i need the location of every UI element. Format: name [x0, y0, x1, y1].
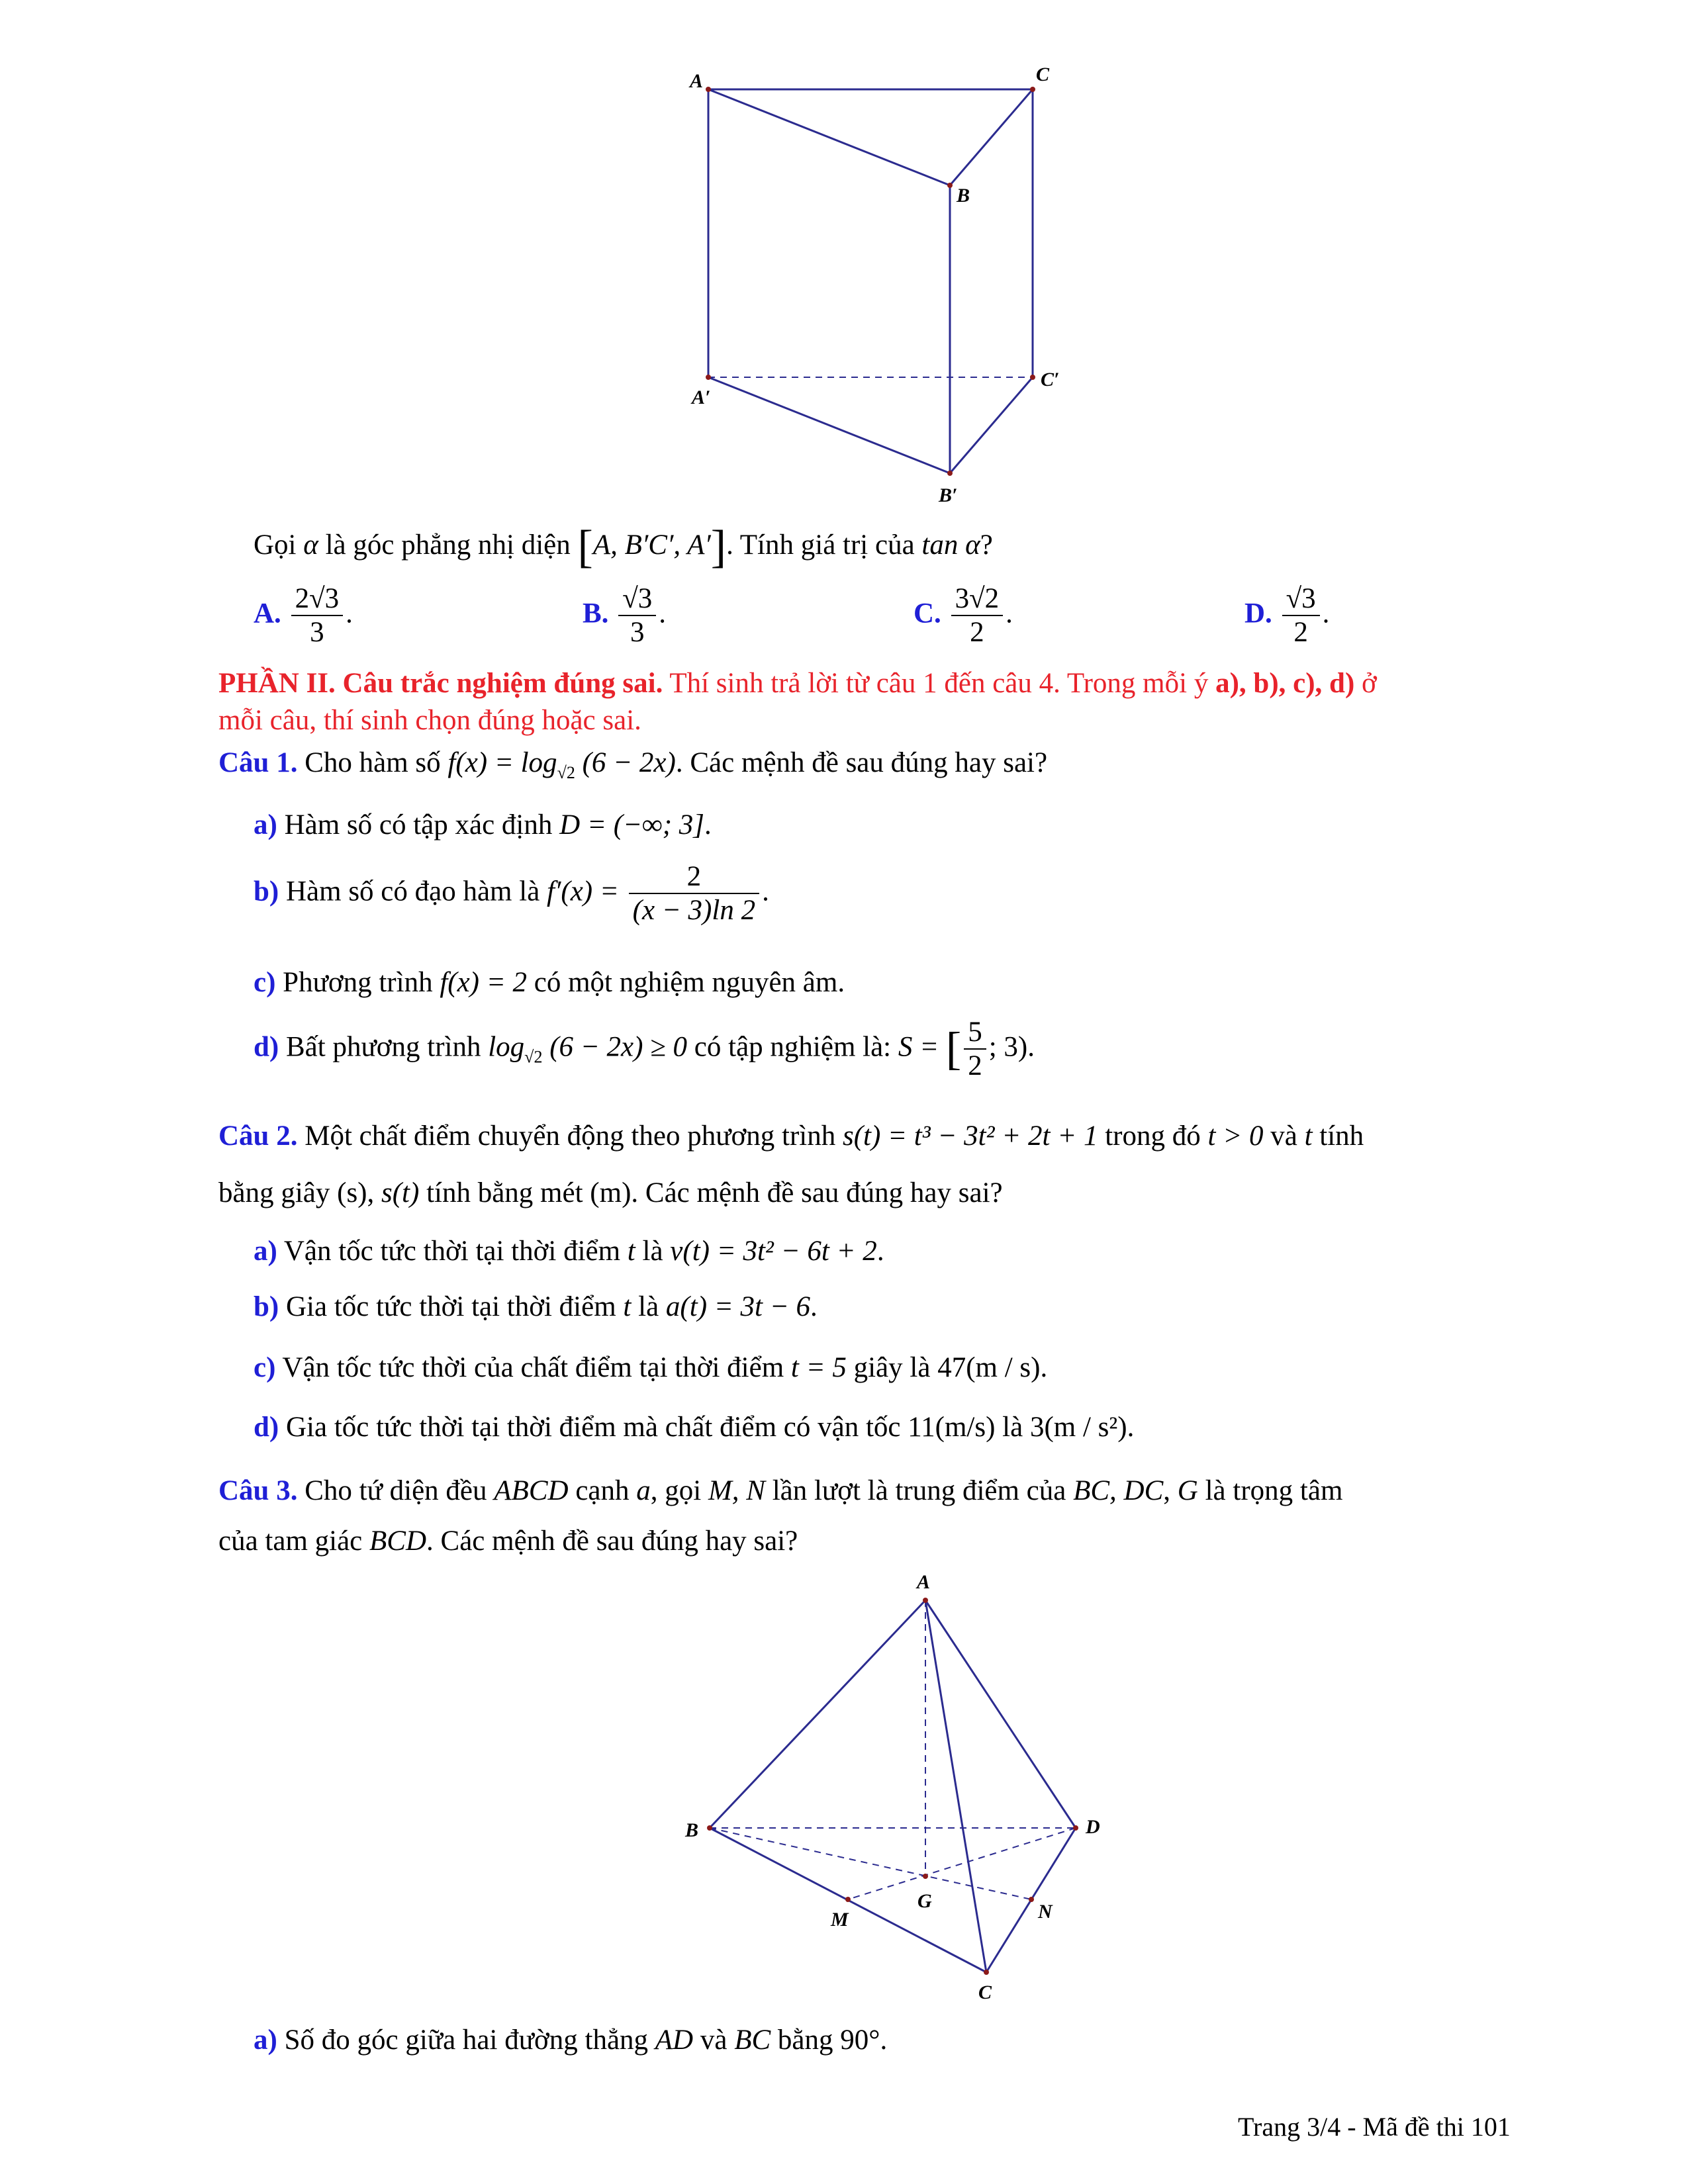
- section2-items: a), b), c), d): [1215, 668, 1355, 699]
- cau2-l1a: Một chất điểm chuyển động theo phương trình: [305, 1120, 836, 1152]
- cau2-line2: [218, 1177, 1003, 1209]
- cau3-l1a: Cho tứ diện đều: [305, 1475, 487, 1506]
- cau3-l2c: . Các mệnh đề sau đúng hay sai?: [426, 1525, 798, 1557]
- cau1-d-log: log: [488, 1031, 525, 1063]
- cau1-base: √2: [557, 763, 575, 782]
- section2-title: PHẦN II. Câu trắc nghiệm đúng sai.: [218, 668, 663, 699]
- cau1-tail: . Các mệnh đề sau đúng hay sai?: [675, 747, 1048, 778]
- stem-end: ?: [980, 529, 993, 561]
- cau2-c: c) Vận tốc tức thời của chất điểm tại thời điểm t = 5 giây là 47(m / s).: [254, 1352, 1048, 1383]
- label-M: M: [831, 1909, 849, 1931]
- cau3-l1b: ABCD: [494, 1475, 569, 1506]
- cau1-a-math: D = (−∞; 3]: [559, 809, 705, 841]
- cau2-b-la: là: [638, 1291, 659, 1322]
- choice-c-num: 3√2: [951, 582, 1004, 616]
- stem-alpha: α: [303, 529, 318, 561]
- cau3-l1c: cạnh: [575, 1475, 630, 1506]
- cau2-c-math: t = 5: [790, 1352, 847, 1383]
- cau2-d-v: 11(m/s): [908, 1412, 996, 1443]
- choice-d[interactable]: D. $\frac{√3}{2}$ .: [1244, 583, 1330, 649]
- cau3-a-text1: Số đo góc giữa hai đường thẳng: [284, 2025, 649, 2056]
- cau1-stem: [218, 747, 1047, 783]
- cau3-a-BC: BC: [734, 2025, 771, 2056]
- prism-figure: [662, 60, 1112, 510]
- cau2-c-text2: giây là: [853, 1352, 931, 1383]
- cau2-l1c: t > 0: [1207, 1120, 1264, 1152]
- choice-c-den: 2: [970, 617, 984, 649]
- cau3-l2a: của tam giác: [218, 1525, 363, 1557]
- cau1-b-num: 2: [629, 860, 759, 894]
- cau2-l1f: tính: [1319, 1120, 1364, 1152]
- cau1-d-text1: Bất phương trình: [285, 1031, 481, 1063]
- stem-prefix: Gọi: [254, 529, 297, 561]
- cau2-a-key: a): [254, 1236, 277, 1267]
- cau3-a-va: và: [700, 2025, 727, 2056]
- cau2-a-la: là: [642, 1236, 663, 1267]
- cau2-a-math: v(t) = 3t² − 6t + 2: [670, 1236, 877, 1267]
- cau3-a-val: 90°.: [840, 2025, 888, 2056]
- stem-suffix: . Tính giá trị của: [726, 529, 915, 561]
- cau3-l2b: BCD: [369, 1525, 427, 1557]
- choice-d-key: D.: [1244, 598, 1272, 629]
- cau2-d-val: 3(m / s²): [1029, 1412, 1127, 1443]
- section2-line2: mỗi câu, thí sinh chọn đúng hoặc sai.: [218, 705, 641, 736]
- cau2-l1d: và: [1270, 1120, 1297, 1152]
- stem-dihedral: A, B′C′, A′: [592, 529, 711, 561]
- cau2-d-text: Gia tốc tức thời tại thời điểm mà chất điểm có vận tốc: [285, 1412, 901, 1443]
- choice-c-key: C.: [914, 598, 941, 629]
- cau2-a-t: t: [627, 1236, 635, 1267]
- cau2-b-text: Gia tốc tức thời tại thời điểm: [285, 1291, 616, 1322]
- cau1-intro: Cho hàm số: [305, 747, 441, 778]
- cau1-a: a) Hàm số có tập xác định D = (−∞; 3].: [254, 809, 712, 841]
- cau1-b-key: b): [254, 876, 279, 907]
- cau2-l2f: . Các mệnh đề sau đúng hay sai?: [631, 1177, 1003, 1208]
- section2-header: [218, 667, 1377, 700]
- cau3-line2: [218, 1525, 798, 1557]
- cau3-a-key: a): [254, 2025, 277, 2056]
- cau1-d-den: 2: [968, 1050, 982, 1082]
- cau1-d-num: 5: [964, 1016, 986, 1050]
- choice-a[interactable]: A. $\frac{2√3}{3}$ .: [254, 583, 353, 649]
- cau1-d: d) Bất phương trình $\log_{√2} (6 - 2x) \ge 0$ có tập nghiệm là: S = [ $\frac{5}{2}$ ; 3).: [254, 1017, 1035, 1082]
- cau1-arg: (6 − 2x): [582, 747, 676, 778]
- cau2-b-key: b): [254, 1291, 279, 1322]
- label-A: A: [690, 70, 704, 92]
- cau1-d-S: S =: [898, 1031, 939, 1063]
- cau1-d-ineq: (6 − 2x) ≥ 0: [549, 1031, 688, 1063]
- stem-expr: tan α: [921, 529, 980, 561]
- choice-a-den: 3: [310, 617, 324, 649]
- cau1-d-rest: ; 3): [988, 1031, 1028, 1063]
- choice-d-den: 2: [1293, 617, 1308, 649]
- cau1-b-text: Hàm số có đạo hàm là: [285, 876, 540, 907]
- cau2-c-val: 47(m / s): [937, 1352, 1041, 1383]
- choice-b[interactable]: B. $\frac{√3}{3}$ .: [583, 583, 667, 649]
- cau1-d-text2: có tập nghiệm là:: [694, 1031, 892, 1063]
- cau1-a-text: Hàm số có tập xác định: [284, 809, 553, 841]
- cau2-l2e: (m): [590, 1177, 632, 1208]
- page-footer: Trang 3/4 - Mã đề thi 101: [1238, 2112, 1511, 2142]
- cau2-l2b: (s),: [337, 1177, 375, 1208]
- tetrahedron-figure: [662, 1569, 1125, 2012]
- choice-d-num: √3: [1282, 582, 1320, 616]
- label-A-prime: A′: [692, 387, 711, 408]
- cau3-l1g: lần lượt là trung điểm của: [772, 1475, 1066, 1506]
- cau3-label: Câu 3.: [218, 1475, 298, 1506]
- cau3-a-AD: AD: [655, 2025, 694, 2056]
- cau2-c-key: c): [254, 1352, 276, 1383]
- label-C: C: [978, 1981, 992, 2003]
- cau2-label: Câu 2.: [218, 1120, 298, 1152]
- label-C: C: [1036, 64, 1050, 85]
- cau1-c-math: f(x) = 2: [440, 967, 528, 998]
- label-B: B: [957, 185, 970, 206]
- cau3-l1i: ,: [1163, 1475, 1171, 1506]
- cau2-l2c: s(t): [381, 1177, 420, 1208]
- label-D: D: [1086, 1816, 1100, 1838]
- cau3-line1: [218, 1475, 1342, 1507]
- cau2-d: d) Gia tốc tức thời tại thời điểm mà chất điểm có vận tốc 11(m/s) là 3(m / s²).: [254, 1412, 1135, 1443]
- cau1-c-text2: có một nghiệm nguyên âm.: [534, 967, 845, 998]
- choice-a-num: 2√3: [291, 582, 344, 616]
- cau3-l1f: M, N: [708, 1475, 765, 1506]
- cau1-label: Câu 1.: [218, 747, 298, 778]
- label-A: A: [917, 1571, 931, 1593]
- cau2-eq: s(t) = t³ − 3t² + 2t + 1: [842, 1120, 1098, 1152]
- cau2-line1: [218, 1120, 1364, 1152]
- cau2-b: b) Gia tốc tức thời tại thời điểm t là a(t) = 3t − 6.: [254, 1291, 818, 1322]
- cau2-l1b: trong đó: [1105, 1120, 1201, 1152]
- cau2-b-math: a(t) = 3t − 6: [665, 1291, 810, 1322]
- cau2-a-text: Vận tốc tức thời tại thời điểm: [283, 1236, 621, 1267]
- cau1-d-base: √2: [524, 1047, 543, 1067]
- cau3-a-text2: bằng: [777, 2025, 833, 2056]
- cau3-l1k: là trọng tâm: [1205, 1475, 1343, 1506]
- question-stem: Gọi α là góc phẳng nhị diện [A, B′C′, A′]. Tính giá trị của tan α?: [254, 522, 993, 572]
- choice-b-num: √3: [618, 582, 656, 616]
- cau1-b-den: (x − 3)ln 2: [632, 895, 756, 927]
- cau2-l2d: tính bằng mét: [426, 1177, 583, 1208]
- cau2-l2a: bằng giây: [218, 1177, 330, 1208]
- cau1-b-lhs: f′(x) =: [547, 876, 619, 907]
- label-G: G: [917, 1890, 932, 1912]
- cau3-l1e: , gọi: [650, 1475, 702, 1506]
- label-B: B: [685, 1819, 699, 1841]
- cau1-d-key: d): [254, 1031, 279, 1063]
- cau2-a: a) Vận tốc tức thời tại thời điểm t là v(t) = 3t² − 6t + 2.: [254, 1236, 884, 1267]
- cau3-l1j: G: [1177, 1475, 1198, 1506]
- cau2-c-text: Vận tốc tức thời của chất điểm tại thời điểm: [282, 1352, 784, 1383]
- choice-b-key: B.: [583, 598, 609, 629]
- cau2-l1e: t: [1304, 1120, 1313, 1152]
- cau1-c: [254, 966, 845, 999]
- section2-text1: Thí sinh trả lời từ câu 1 đến câu 4. Trong mỗi ý: [663, 668, 1216, 699]
- cau3-a: [254, 2024, 887, 2056]
- label-C-prime: C′: [1041, 369, 1060, 390]
- choice-a-key: A.: [254, 598, 281, 629]
- cau2-b-t: t: [623, 1291, 632, 1322]
- stem-mid: là góc phẳng nhị diện: [325, 529, 571, 561]
- section2-text2: ở: [1354, 668, 1377, 699]
- cau1-c-key: c): [254, 967, 276, 998]
- cau1-a-key: a): [254, 809, 277, 841]
- cau1-b: b) Hàm số có đạo hàm là f′(x) = $\frac{2}{(x - 3)\ln 2}$ .: [254, 861, 769, 927]
- choice-b-den: 3: [630, 617, 645, 649]
- cau2-d-la: là: [1002, 1412, 1023, 1443]
- cau3-l1d: a: [636, 1475, 651, 1506]
- label-N: N: [1038, 1901, 1053, 1923]
- label-B-prime: B′: [939, 484, 958, 506]
- cau1-func: f(x) = log: [447, 747, 557, 778]
- choice-c[interactable]: C. $\frac{3√2}{2}$ .: [914, 583, 1013, 649]
- cau1-c-text1: Phương trình: [283, 967, 433, 998]
- cau2-d-key: d): [254, 1412, 279, 1443]
- cau3-l1h: BC, DC: [1073, 1475, 1164, 1506]
